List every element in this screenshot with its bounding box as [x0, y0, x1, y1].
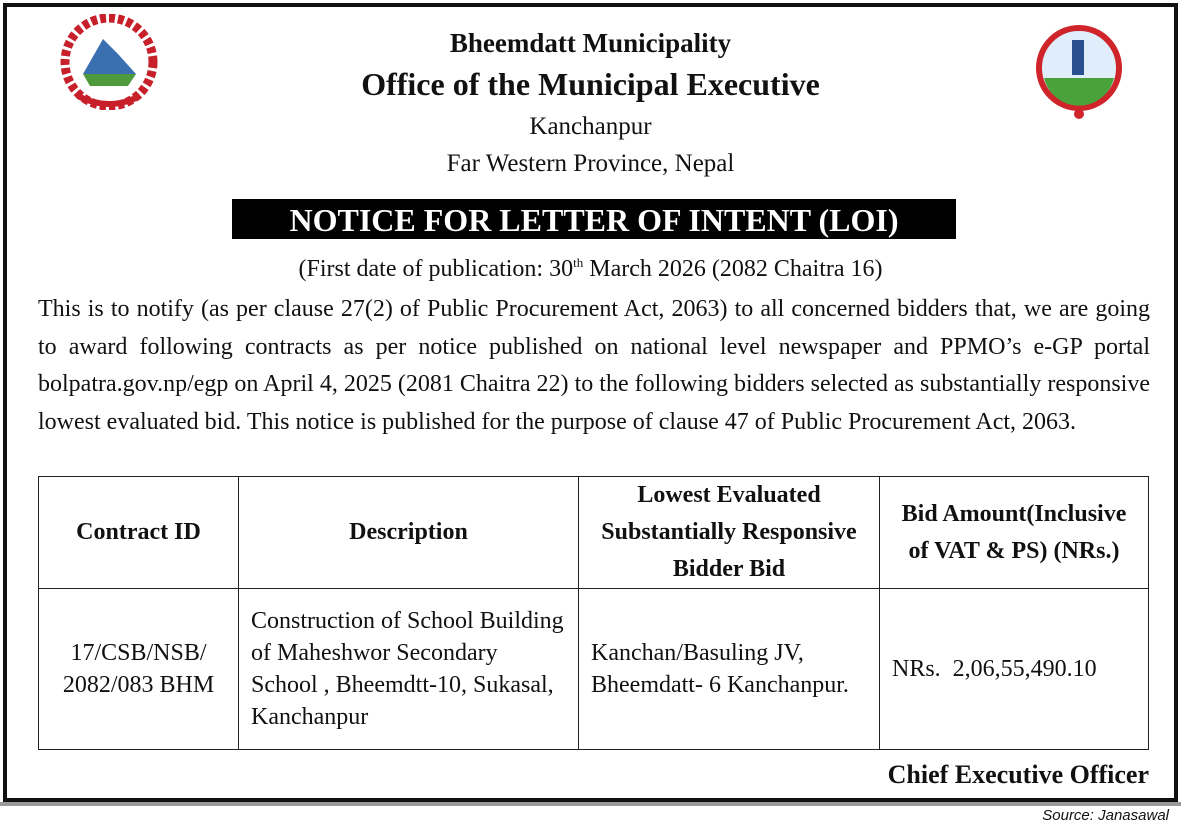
divider — [0, 802, 1181, 806]
office-name: Office of the Municipal Executive — [361, 66, 820, 102]
district-name: Kanchanpur — [529, 113, 652, 140]
contracts-table — [38, 476, 1149, 750]
publication-suffix: March 2026 (2082 Chaitra 16) — [583, 256, 883, 282]
publication-sup: th — [573, 255, 584, 270]
cell-contract-id: 17/CSB/NSB/ 2082/083 BHM — [39, 589, 239, 750]
header-bid-amount: Bid Amount(Inclusive of VAT & PS) (NRs.) — [880, 477, 1149, 589]
notice-title: NOTICE FOR LETTER OF INTENT (LOI) — [232, 199, 956, 239]
notice-body: This is to notify (as per clause 27(2) of Public Procurement Act, 2063) to all concerned bidders that, we are going to award following contracts as per notice published on national level newspaper and PPMO’s e-GP portal bolpatra.gov.np/egp on April 4, 2025 (2081 Chaitra 22) to the following bidders selected as substantially responsive lowest evaluated bid. This notice is published for the purpose of clause 47 of Public Procurement Act, 2063. — [38, 296, 1150, 435]
province-name: Far Western Province, Nepal — [446, 150, 735, 177]
municipality-name: Bheemdatt Municipality — [449, 28, 732, 58]
publication-date — [0, 255, 1181, 283]
cell-description: Construction of School Building of Maheshwor Secondary School , Bheemdtt-10, Sukasal, Kanchanpur — [239, 589, 579, 750]
cell-amount: NRs. 2,06,55,490.10 — [880, 589, 1149, 750]
cell-bidder: Kanchan/Basuling JV, Bheemdatt- 6 Kanchanpur. — [579, 589, 880, 750]
source-credit: Source: Janasawal — [1042, 807, 1169, 824]
table-row — [39, 589, 1149, 750]
header-contract-id: Contract ID — [39, 477, 239, 589]
signature: Chief Executive Officer — [887, 760, 1149, 789]
header-description: Description — [239, 477, 579, 589]
table-header-row — [39, 477, 1149, 589]
publication-prefix: (First date of publication: 30 — [298, 256, 574, 282]
header-bidder: Lowest Evaluated Substantially Responsive Bidder Bid — [579, 477, 880, 589]
